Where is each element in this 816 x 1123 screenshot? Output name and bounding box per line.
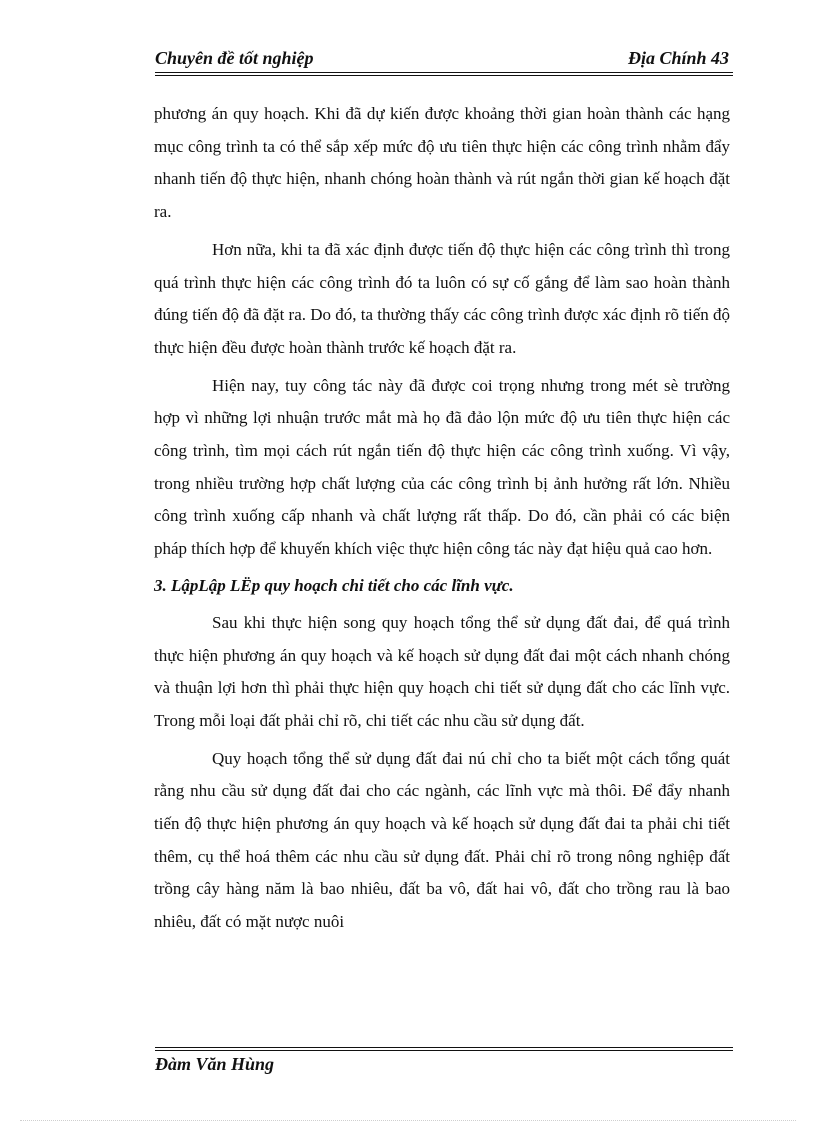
paragraph-4: Sau khi thực hiện song quy hoạch tổng thể sử dụng đất đai, để quá trình thực hiện phương án quy hoạch và kế hoạch sử dụng đất đai một cách nhanh chóng và thuận lợi hơn thì phải thực hiện quy hoạch chi tiết sử dụng đất cho các lĩnh vực. Trong mỗi loại đất phải chỉ rõ, chi tiết các nhu cầu sử dụng đất. bbox=[154, 612, 730, 730]
footer-author: Đàm Văn Hùng bbox=[155, 1054, 275, 1074]
document-body bbox=[154, 98, 730, 944]
header-rule-thin bbox=[155, 75, 733, 76]
footer-rule-thin bbox=[155, 1047, 733, 1048]
footer-rule bbox=[155, 1050, 733, 1051]
section-heading: 3. LậpLập LËp quy hoạch chi tiết cho các lĩnh vực. bbox=[154, 575, 514, 595]
paragraph-3: Hiện nay, tuy công tác này đã được coi trọng nhưng trong mét sè trường hợp vì những lợi nhuận trước mắt mà họ đã đảo lộn mức độ ưu tiên thực hiện các công trình, tìm mọi cách rút ngắn tiến độ thực hiện các công trình xuống. Vì vậy, trong nhiều trường hợp chất lượng của các công trình bị ảnh hưởng rất lớn. Nhiều công trình xuống cấp nhanh và chất lượng rất thấp. Do đó, cần phải có các biện pháp thích hợp để khuyến khích việc thực hiện công tác này đạt hiệu quả cao hơn. bbox=[154, 375, 730, 559]
page-header bbox=[155, 48, 733, 72]
header-title: Chuyên đề tốt nghiệp bbox=[155, 48, 314, 68]
header-section: Địa Chính 43 bbox=[627, 48, 729, 68]
paragraph-5: Quy hoạch tổng thể sử dụng đất đai nú chỉ cho ta biết một cách tổng quát rằng nhu cầu sử dụng đất đai cho các ngành, các lĩnh vực mà thôi. Để đẩy nhanh tiến độ thực hiện phương án quy hoạch và kế hoạch sử dụng đất đai ta phải chi tiết thêm, cụ thể hoá thêm các nhu cầu sử dụng đất. Phải chỉ rõ trong nông nghiệp đất trồng cây hàng năm là bao nhiêu, đất ba vô, đất hai vô, đất cho trồng rau là bao nhiêu, đất có mặt nược nuôi bbox=[154, 748, 730, 932]
page-edge-dots bbox=[20, 1120, 796, 1121]
paragraph-1: phương án quy hoạch. Khi đã dự kiến được khoảng thời gian hoàn thành các hạng mục công trình ta có thể sắp xếp mức độ ưu tiên thực hiện các công trình nhằm đẩy nhanh tiến độ thực hiện, nhanh chóng hoàn thành và rút ngắn thời gian kế hoạch đặt ra. bbox=[154, 104, 730, 222]
paragraph-2: Hơn nữa, khi ta đã xác định được tiến độ thực hiện các công trình thì trong quá trình thực hiện các công trình đó ta luôn có sự cố gắng để làm sao hoàn thành đúng tiến độ đã đặt ra. Do đó, ta thường thấy các công trình được xác định rõ tiến độ thực hiện đều được hoàn thành trước kế hoạch đặt ra. bbox=[154, 239, 731, 357]
header-rule bbox=[155, 72, 733, 73]
